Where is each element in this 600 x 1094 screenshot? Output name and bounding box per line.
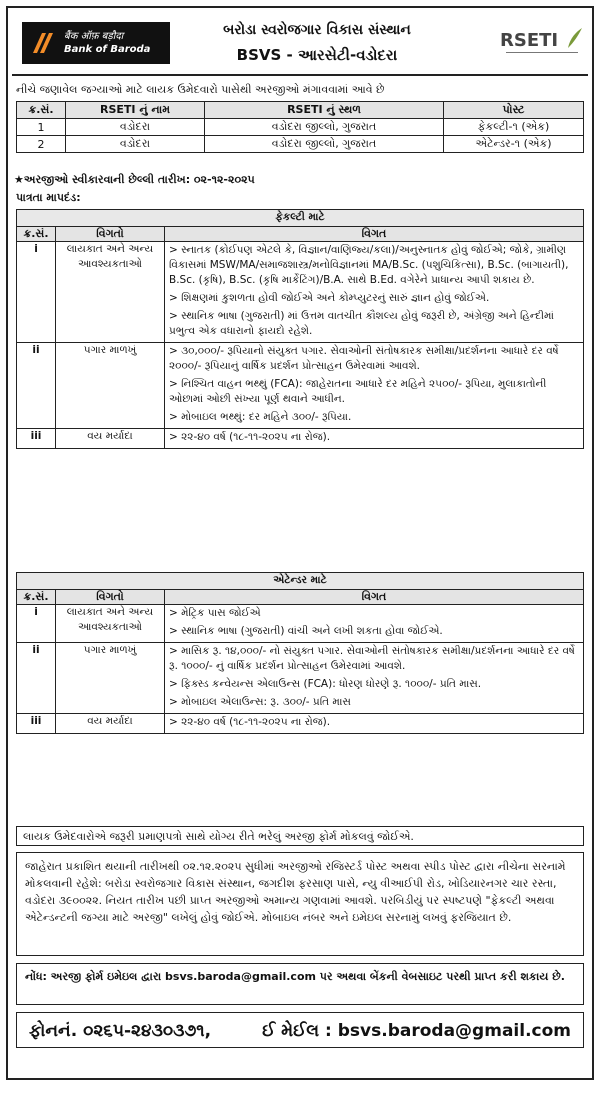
table-row [17,714,584,734]
list-item: > મોબાઇલ ભથ્થું: દર મહિને ૩૦૦/- રૂપિયા. [169,411,352,423]
row-number: iii [17,714,56,734]
list-item: > મેટ્રિક પાસ જોઈએ [169,607,261,619]
table-cell: વડોદરા [66,119,205,136]
row-number: ii [17,643,56,714]
faculty-header-label: વિગતો [56,227,165,242]
list-item: > ૩૦,૦૦૦/- રૂપિયાનો સંયુક્ત પગાર. સેવાઓની સંતોષકારક સમીક્ષા/પ્રદર્શનના આધારે દર વર્ષે ૨૦૦૦/- રૂપિયાનું વાર્ષિક પ્રદર્શન પ્રોત્સાહન ઉમેરવામાં આવશે. [169,345,559,372]
row-label: પગાર માળખું [56,343,165,429]
table-cell: ફેકલ્ટી-૧ (એક) [444,119,584,136]
table-row [17,136,584,153]
faculty-header-detail: વિગત [165,227,584,242]
faculty-header-no: ક્ર.સં. [17,227,56,242]
bank-logo [22,22,170,64]
list-item: > શિક્ષણમાં કુશળતા હોવી જોઈએ અને કોમ્પ્યુટરનું સારું જ્ઞાન હોવું જોઈએ. [169,292,490,304]
table-row [17,343,584,429]
institute-title: બરોડા સ્વરોજગાર વિકાસ સંસ્થાન [223,22,411,38]
submission-line: લાયક ઉમેદવારોએ જરૂરી પ્રમાણપત્રો સાથે યોગ્ય રીતે ભરેલું અરજી ફોર્મ મોકલવું જોઈએ. [16,826,584,846]
institute-subtitle: BSVS - આરસેટી-વડોદરા [236,46,398,64]
row-number: ii [17,343,56,429]
attender-header-no: ક્ર.સં. [17,590,56,605]
faculty-section-title: ફેકલ્ટી માટે [17,210,584,227]
row-label: લાયકાત અને અન્ય આવશ્યકતાઓ [56,242,165,343]
posts-table [16,101,584,153]
row-detail [165,429,584,449]
deadline-text: ★અરજીઓ સ્વીકારવાની છેલ્લી તારીખ: ૦૨-૧૨-૨૦૨૫ [14,173,255,186]
attender-section-title: એટેન્ડર માટે [17,573,584,590]
bank-name-hindi: बैंक ऑफ़ बड़ौदा [64,31,124,42]
row-number: iii [17,429,56,449]
list-item: > સ્થાનિક ભાષા (ગુજરાતી) માં ઉત્તમ વાતચીત કૌશલ્ય હોવું જરૂરી છે, અંગ્રેજી અને હિન્દીમાં પ્રભુત્વ એક વધારાનો ફાયદો રહેશે. [169,310,554,337]
table-row [17,119,584,136]
table-cell: 1 [17,119,66,136]
table-row [17,242,584,343]
faculty-table [16,209,584,449]
list-item: > ૨૨-૪૦ વર્ષ (૧૮-૧૧-૨૦૨૫ ના રોજ). [169,431,331,443]
row-detail [165,605,584,643]
row-label: લાયકાત અને અન્ય આવશ્યકતાઓ [56,605,165,643]
list-item: > સ્નાતક (કોઈપણ એટલે કે, વિજ્ઞાન/વાણિજ્ય/કલા)/અનુસ્નાતક હોવું જોઈએ; જોકે, ગ્રામીણ વિકાસમાં MSW/MA/સમાજશાસ્ત્ર/મનોવિજ્ઞાનમાં MA/B.Sc. (પશુચિકિત્સા), B.Sc. (બાગાયતી), B.Sc. (કૃષિ), B.Sc. (કૃષિ માર્કેટિંગ)/B.A. સાથે B.Ed. વગેરેને પ્રાધાન્ય આપી શકાય છે. [169,244,569,286]
header [12,12,588,76]
posts-header-name: RSETI નું નામ [66,102,205,119]
table-row [17,429,584,449]
row-label: પગાર માળખું [56,643,165,714]
list-item: > મોબાઇલ એલાઉન્સ: રૂ. ૩૦૦/- પ્રતિ માસ [169,696,351,708]
row-label: વય મર્યાદા [56,429,165,449]
table-row [17,605,584,643]
rseti-leaf-icon [564,26,584,50]
bank-logo-icon [30,29,58,57]
notice-paragraph: જાહેરાત પ્રકાશિત થયાની તારીખથી ૦૨.૧૨.૨૦૨૫ સુધીમાં અરજીઓ રજિસ્ટર્ડ પોસ્ટ અથવા સ્પીડ પોસ્ટ દ્વારા નીચેના સરનામે મોકલવાની રહેશે: બરોડા સ્વરોજગાર વિકાસ સંસ્થાન, જગદીશ ફરસાણ પાસે, ન્યુ વીઆઈપી રોડ, ખોડિયારનગર ચાર રસ્તા, વડોદરા ૩૯૦૦૨૨. નિયત તારીખ પછી પ્રાપ્ત અરજીઓ અમાન્ય ગણવામાં આવશે. પરબિડીયું પર સ્પષ્ટપણે "ફેકલ્ટી અથવા એટેન્ડન્ટની જગ્યા માટે અરજી" લખેલું હોવું જોઈએ. મોબાઇલ નંબર અને ઇમેઇલ સરનામું લખવું ફરજિયાત છે. [16,852,584,956]
row-detail [165,343,584,429]
list-item: > ૨૨-૪૦ વર્ષ (૧૮-૧૧-૨૦૨૫ ના રોજ). [169,716,331,728]
row-label: વય મર્યાદા [56,714,165,734]
list-item: > સ્થાનિક ભાષા (ગુજરાતી) વાંચી અને લખી શકતા હોવા જોઈએ. [169,625,443,637]
attender-header-label: વિગતો [56,590,165,605]
rseti-logo-text: RSETI [500,30,559,51]
row-detail [165,242,584,343]
bank-name-english: Bank of Baroda [64,44,151,55]
table-cell: 2 [17,136,66,153]
posts-header-location: RSETI નું સ્થળ [205,102,444,119]
table-cell: વડોદરા [66,136,205,153]
attender-header-detail: વિગત [165,590,584,605]
table-row [17,643,584,714]
list-item: > નિશ્ચિત વાહન ભથ્થું (FCA): જાહેરાતના આધારે દર મહિને ૨૫૦૦/- રૂપિયા, મુલાકાતોની ઓછામાં ઓછી સંખ્યા પૂર્ણ થવાને આધીન. [169,378,547,405]
row-detail [165,714,584,734]
table-cell: વડોદરા જીલ્લો, ગુજરાત [205,136,444,153]
table-cell: એટેન્ડર-૧ (એક) [444,136,584,153]
table-cell: વડોદરા જીલ્લો, ગુજરાત [205,119,444,136]
list-item: > માસિક રૂ. ૧૪,૦૦૦/- નો સંયુક્ત પગાર. સેવાઓની સંતોષકારક સમીક્ષા/પ્રદર્શનના આધારે દર વર્ષે રૂ. ૧૦૦૦/- નું વાર્ષિક પ્રદર્શન પ્રોત્સાહન ઉમેરવામાં આવશે. [169,645,575,672]
advertisement-page [6,6,594,1080]
intro-text: નીચે જણાવેલ જગ્યાઓ માટે લાયક ઉમેદવારો પાસેથી અરજીઓ મંગાવવામાં આવે છે [16,83,385,96]
note-paragraph: નોંધ: અરજી ફોર્મ ઇમેઇલ દ્વારા bsvs.baroda@gmail.com પર અથવા બેંકની વેબસાઇટ પરથી પ્રાપ્ત કરી શકાય છે. [16,963,584,1005]
email-address: ઈ મેઈલ : bsvs.baroda@gmail.com [262,1021,571,1041]
posts-header-post: પોસ્ટ [444,102,584,119]
rseti-underline [506,52,578,57]
row-detail [165,643,584,714]
attender-table [16,572,584,734]
list-item: > ફિક્સ્ડ કન્વેયન્સ એલાઉન્સ (FCA): ધોરણ ધોરણે રૂ. ૧૦૦૦/- પ્રતિ માસ. [169,678,482,690]
criteria-label: પાત્રતા માપદંડ: [16,191,81,204]
posts-header-no: ક્ર.સં. [17,102,66,119]
row-number: i [17,605,56,643]
phone-number: ફોનનં. ૦૨૬૫-૨૪૩૦૩૭૧, [29,1021,212,1041]
contact-bar [16,1012,584,1048]
row-number: i [17,242,56,343]
